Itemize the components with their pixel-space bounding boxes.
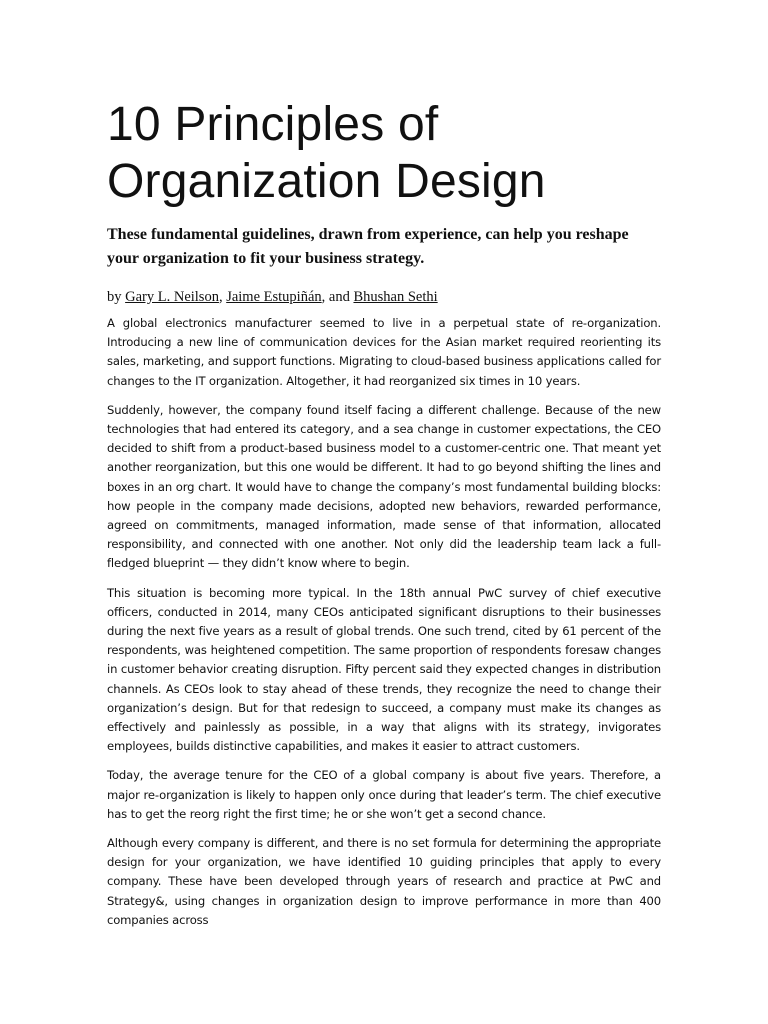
author-link-jaime-estupinan[interactable]: Jaime Estupiñán xyxy=(226,289,322,305)
byline-separator: , xyxy=(218,289,227,305)
paragraph-1: A global electronics manufacturer seemed to live in a perpetual state of re-organization. Introducing a new line of communication devices for the Asian market required reorienting its sales, marketing, and support functions. Migrating to cloud-based business applications called for changes to the IT organization. Altogether, it had reorganized six times in 10 years. xyxy=(107,316,661,388)
paragraph-5: Although every company is different, and there is no set formula for determining the appropriate design for your organization, we have identified 10 guiding principles that apply to every company. These have been developed through years of research and practice at PwC and Strategy&, using changes in organization design to improve performance in more than 400 companies across xyxy=(107,836,661,927)
article-body xyxy=(107,314,661,940)
paragraph-2: Suddenly, however, the company found itself facing a different challenge. Because of the new technologies that had entered its category, and a sea change in customer expectations, the CEO decided to shift from a product-based business model to a customer-centric one. That meant yet another reorganization, but this one would be different. It had to go beyond shifting the lines and boxes in an org chart. It would have to change the company’s most fundamental building blocks: how people in the company made decisions, adopted new behaviors, rewarded performance, agreed on commitments, managed information, made sense of that information, allocated responsibility, and connected with one another. Not only did the leadership team lack a full-fledged blueprint — they didn’t know where to begin. xyxy=(107,402,661,571)
author-link-bhushan-sethi[interactable]: Bhushan Sethi xyxy=(353,289,438,305)
byline xyxy=(107,287,661,307)
author-link-gary-neilson[interactable]: Gary L. Neilson xyxy=(125,289,219,305)
paragraph-3: This situation is becoming more typical. In the 18th annual PwC survey of chief executive officers, conducted in 2014, many CEOs anticipated significant disruptions to their businesses during the next five years as a result of global trends. One such trend, cited by 61 percent of the respondents, was heightened competition. The same proportion of respondents foresaw changes in customer behavior creating disruption. Fifty percent said they expected changes in distribution channels. As CEOs look to stay ahead of these trends, they recognize the need to change their organization’s design. But for that redesign to succeed, a company must make its changes as effectively and painlessly as possible, in a way that aligns with its strategy, invigorates employees, builds distinctive capabilities, and makes it easier to attract customers. xyxy=(107,585,661,754)
byline-and: , and xyxy=(321,289,354,305)
article-title: 10 Principles of Organization Design xyxy=(107,98,546,208)
article-subtitle: These fundamental guidelines, drawn from experience, can help you reshape your organization to fit your business strategy. xyxy=(107,226,629,267)
byline-prefix: by xyxy=(107,289,126,305)
paragraph-4: Today, the average tenure for the CEO of a global company is about five years. Therefore, a major re-organization is likely to happen only once during that leader’s term. The chief executive has to get the reorg right the first time; he or she won’t get a second chance. xyxy=(107,768,661,821)
